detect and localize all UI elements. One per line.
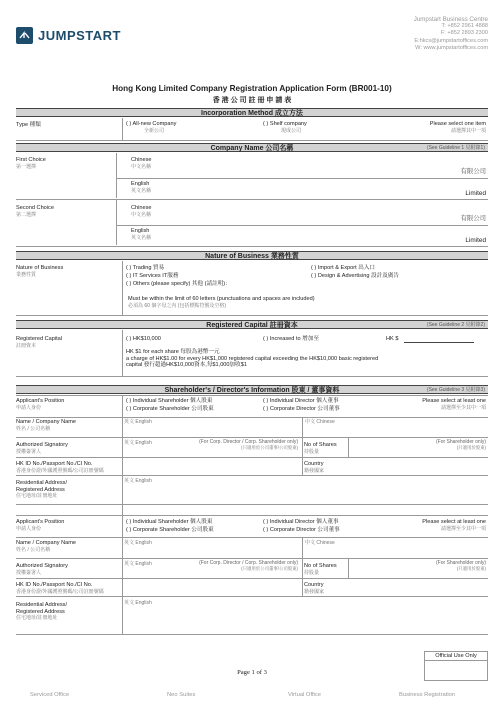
first-english-label: English 英文名稱 <box>131 181 152 194</box>
logo-text: JUMPSTART <box>38 28 121 43</box>
applicant1-signatory-field[interactable]: 英文 English <box>124 440 152 446</box>
email-link[interactable]: E:hkcs@jumpstartoffices.com <box>414 37 488 44</box>
applicant1-position-label: Applicant's Position 申請人身份 <box>16 398 65 411</box>
applicant1-english-name-field[interactable]: 英文 English <box>124 419 152 425</box>
applicant1-corp-only: (For Corp. Director / Corp. Shareholder only) (只適用於公司董事/公司股東) <box>199 439 298 450</box>
second-english-label: English 英文名稱 <box>131 228 152 241</box>
applicant2-name-label: Name / Company Name 姓名 / 公司名稱 <box>16 540 76 553</box>
applicant2-shares-label: No of Shares 持股量 <box>304 563 337 576</box>
nature-label: Nature of Business 業務性質 <box>16 265 64 278</box>
second-chinese-suffix: 有限公司 <box>460 215 486 222</box>
second-chinese-label: Chinese 中文名稱 <box>131 205 152 218</box>
official-use-box <box>424 651 488 681</box>
applicant2-director-options[interactable]: ( ) Individual Director 個人董事 ( ) Corporate Director 公司董事 <box>263 519 340 533</box>
applicant1-signatory-label: Authorized Signatory 授權簽署人 <box>16 442 68 455</box>
fax-text: F: +852 2893 2300 <box>440 30 488 37</box>
company-contact <box>348 16 488 52</box>
official-use-label: Official Use Only <box>425 652 487 661</box>
first-chinese-label: Chinese 中文名稱 <box>131 157 152 170</box>
applicant2-note: Please select at least one 請選擇至少其中一項 <box>422 519 486 532</box>
nature-options-right[interactable] <box>311 264 399 280</box>
applicant1-address-field[interactable]: 英文 English <box>124 478 152 484</box>
form-title-cn: 香 港 公 司 註 冊 申 請 表 <box>212 97 292 104</box>
first-choice-label: First Choice 第一選擇 <box>16 157 46 170</box>
nature-options-left[interactable] <box>126 264 231 288</box>
all-new-company-option[interactable]: ( ) All-new Company 全新公司 <box>126 121 177 134</box>
applicant1-country-label: Country 籍發國家 <box>304 461 325 474</box>
capital-amount-field[interactable] <box>404 342 474 343</box>
applicant2-signatory-field[interactable]: 英文 English <box>124 561 152 567</box>
import-export-option[interactable]: ( ) Import & Export 出入口 <box>311 265 376 271</box>
applicant2-address-field[interactable]: 英文 English <box>124 600 152 606</box>
applicant2-corp-only: (For Corp. Director / Corp. Shareholder only) (只適用於公司董事/公司股東) <box>199 560 298 571</box>
footer-serviced-office[interactable]: Serviced Office <box>30 692 70 698</box>
applicant1-director-options[interactable]: ( ) Individual Director 個人董事 ( ) Corporate Director 公司董事 <box>263 398 340 412</box>
applicant1-shareholder-options[interactable]: ( ) Individual Shareholder 個人股東 ( ) Corporate Shareholder 公司股東 <box>126 398 214 412</box>
logo <box>16 26 146 46</box>
applicant1-sh-only: (For Shareholder only) (只適用於股東) <box>435 439 486 450</box>
type-note: Please select one item 請選擇其中一項 <box>429 121 486 134</box>
website-link[interactable]: W: www.jumpstartoffices.com <box>415 44 488 51</box>
page-number: Page 1 of 3 <box>237 669 267 676</box>
applicant1-name-label: Name / Company Name 姓名 / 公司名稱 <box>16 419 76 432</box>
centre-name: Jumpstart Business Centre <box>413 16 488 23</box>
others-option[interactable]: ( ) Others (please specify) 其他 (請註明)： <box>126 281 231 287</box>
type-label: Type 種類 <box>16 122 41 128</box>
shelf-company-option[interactable]: ( ) Shelf company 現成公司 <box>263 121 307 134</box>
nature-limit-note: Must be within the limit of 60 letters (punctuations and spaces are included) 必須為 60 個字母之內 (包括標點符號及空格) <box>128 296 315 309</box>
second-choice-label: Second Choice 第二選擇 <box>16 205 54 218</box>
capital-notes: HK $1 for each share 每股為港幣一元 a charge of HK$1.00 for every HK$1,000 registered capital exceeding the HK$10,000 basic registered capital 發行超過HK$10,000資本,每$1,000加收$1 <box>126 349 379 369</box>
applicant1-shares-label: No of Shares 持股量 <box>304 442 337 455</box>
applicant2-shareholder-options[interactable]: ( ) Individual Shareholder 個人股東 ( ) Corporate Shareholder 公司股東 <box>126 519 214 533</box>
trading-option[interactable]: ( ) Trading 貿易 <box>126 265 165 271</box>
capital-10000-option[interactable]: ( ) HK$10,000 <box>126 336 161 342</box>
capital-hk-label: HK $ <box>386 336 399 342</box>
section-shareholder: Shareholder's / Director's Information 股東 / 董事資料 (See Guideline 3 見附錄3) <box>16 385 488 394</box>
first-chinese-suffix: 有限公司 <box>460 168 486 175</box>
applicant2-english-name-field[interactable]: 英文 English <box>124 540 152 546</box>
footer-neo-suites[interactable]: Neo Suites <box>167 692 196 698</box>
it-services-option[interactable]: ( ) IT Services IT服務 <box>126 273 179 279</box>
applicant1-chinese-name-field[interactable]: 中文 Chinese <box>305 419 335 425</box>
applicant1-id-label: HK ID No./Passport No./CI No. 香港身份證/外國護照號碼/公司註冊號碼 <box>16 461 104 474</box>
applicant2-address-label: Residential Address/ Registered Address 住宅地址/註冊地址 <box>16 602 67 622</box>
applicant2-chinese-name-field[interactable]: 中文 Chinese <box>305 540 335 546</box>
footer-business-registration[interactable]: Business Registration <box>399 692 456 698</box>
applicant2-signatory-label: Authorized Signatory 授權簽署人 <box>16 563 68 576</box>
applicant2-id-label: HK ID No./Passport No./CI No. 香港身份證/外國護照號碼/公司註冊號碼 <box>16 582 104 595</box>
applicant2-sh-only: (For Shareholder only) (只適用於股東) <box>435 560 486 571</box>
section-capital: Registered Capital 註冊資本 (See Guideline 2 見附錄2) <box>16 320 488 329</box>
applicant2-position-label: Applicant's Position 申請人身份 <box>16 519 65 532</box>
section-company-name: Company Name 公司名稱 (See Guideline 1 見附錄1) <box>16 143 488 152</box>
capital-increase-option[interactable]: ( ) Increased to 增加至 <box>263 336 319 342</box>
applicant2-country-label: Country 籍發國家 <box>304 582 325 595</box>
section-nature: Nature of Business 業務性質 <box>16 251 488 260</box>
applicant1-address-label: Residential Address/ Registered Address 住宅地址/註冊地址 <box>16 480 67 500</box>
design-option[interactable]: ( ) Design & Advertising 設計及廣告 <box>311 273 399 279</box>
form-title: Hong Kong Limited Company Registration Application Form (BR001-10) <box>112 84 392 93</box>
footer-virtual-office[interactable]: Virtual Office <box>288 692 321 698</box>
tel-text: T: +852 2961 4888 <box>441 23 488 30</box>
capital-label: Registered Capital 註冊資本 <box>16 336 63 349</box>
section-incorporation: Incorporation Method 成立方法 <box>16 108 488 117</box>
logo-mark-icon <box>16 27 33 44</box>
second-english-suffix: Limited <box>465 237 486 244</box>
first-english-suffix: Limited <box>465 190 486 197</box>
applicant1-note: Please select at least one 請選擇至少其中一項 <box>422 398 486 411</box>
